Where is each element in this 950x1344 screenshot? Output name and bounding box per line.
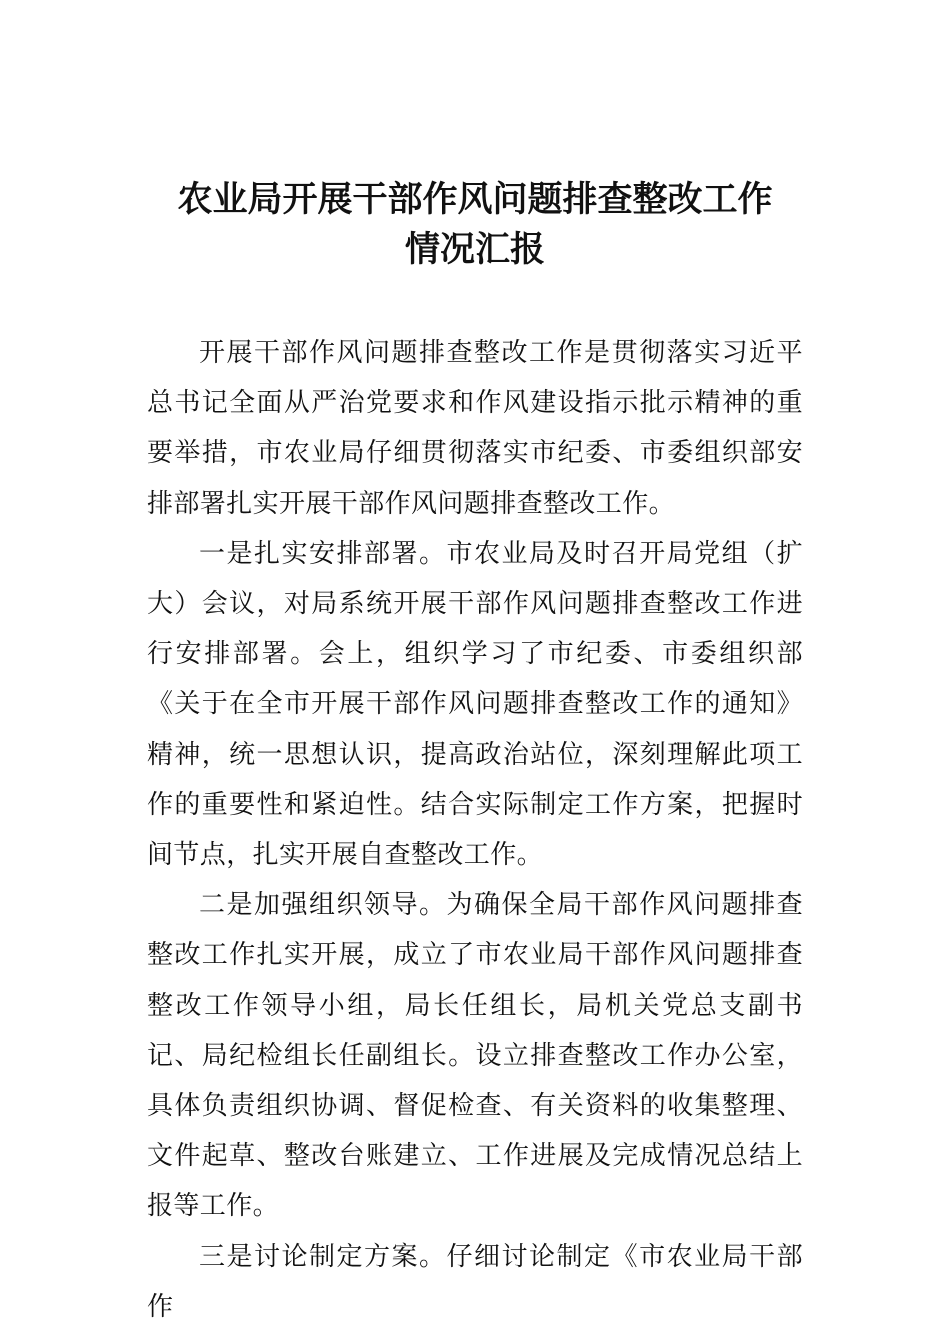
body-paragraph-deployment: 一是扎实安排部署。市农业局及时召开局党组（扩大）会议，对局系统开展干部作风问题排查整改工作进行安排部署。会上，组织学习了市纪委、市委组织部《关于在全市开展干部作风问题排查整改工作的通知》精神，统一思想认识，提高政治站位，深刻理解此项工作的重要性和紧迫性。结合实际制定工作方案，把握时间节点，扎实开展自查整改工作。 <box>147 538 803 871</box>
body-paragraph-intro: 开展干部作风问题排查整改工作是贯彻落实习近平总书记全面从严治党要求和作风建设指示批示精神的重要举措，市农业局仔细贯彻落实市纪委、市委组织部安排部署扎实开展干部作风问题排查整改工作。 <box>147 338 803 519</box>
document-title-line-1: 农业局开展干部作风问题排查整改工作 <box>177 180 773 220</box>
body-paragraph-plan: 三是讨论制定方案。仔细讨论制定《市农业局干部作 <box>147 1241 803 1322</box>
document-body <box>147 328 803 1332</box>
document-title-line-2: 情况汇报 <box>404 230 545 270</box>
body-paragraph-leadership: 二是加强组织领导。为确保全局干部作风问题排查整改工作扎实开展，成立了市农业局干部作风问题排查整改工作领导小组，局长任组长，局机关党总支副书记、局纪检组长任副组长。设立排查整改工作办公室，具体负责组织协调、督促检查、有关资料的收集整理、文件起草、整改台账建立、工作进展及完成情况总结上报等工作。 <box>147 890 803 1222</box>
